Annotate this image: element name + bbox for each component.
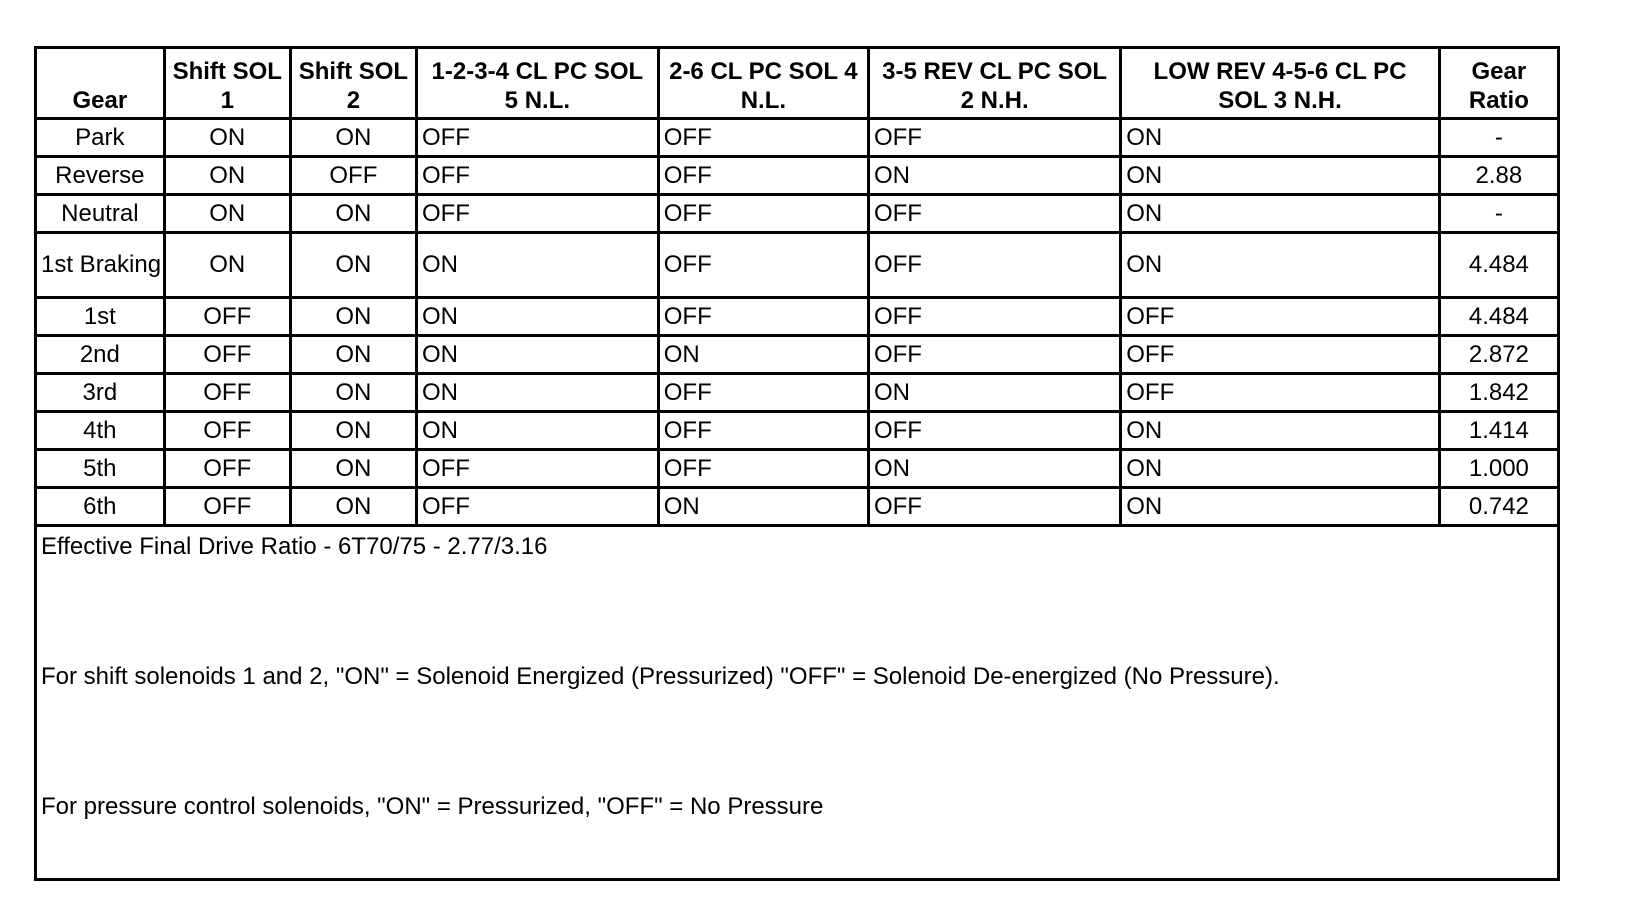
pc-sol-4-cell: OFF bbox=[658, 233, 868, 298]
shift-sol-1-cell: OFF bbox=[164, 336, 290, 374]
pc-sol-3-cell: OFF bbox=[1121, 374, 1440, 412]
pc-sol-3-cell: ON bbox=[1121, 412, 1440, 450]
shift-sol-1-cell: OFF bbox=[164, 450, 290, 488]
shift-sol-2-cell: ON bbox=[290, 119, 416, 157]
solenoid-chart bbox=[34, 46, 1560, 881]
pc-sol-3-cell: ON bbox=[1121, 488, 1440, 526]
pc-sol-5-cell: OFF bbox=[416, 119, 658, 157]
pc-sol-2-cell: OFF bbox=[868, 298, 1120, 336]
pc-sol-5-cell: ON bbox=[416, 374, 658, 412]
shift-solenoid-note: For shift solenoids 1 and 2, "ON" = Solenoid Energized (Pressurized) "OFF" = Solenoid De-energized (No Pressure). bbox=[41, 663, 1280, 690]
pc-sol-4-cell: OFF bbox=[658, 450, 868, 488]
pc-sol-4-cell: OFF bbox=[658, 119, 868, 157]
shift-sol-1-cell: ON bbox=[164, 195, 290, 233]
table-row bbox=[37, 298, 1557, 336]
gear-ratio-cell: 4.484 bbox=[1439, 298, 1557, 336]
shift-sol-2-cell: ON bbox=[290, 195, 416, 233]
shift-sol-2-cell: ON bbox=[290, 450, 416, 488]
table-row bbox=[37, 195, 1557, 233]
header-1234-cl-pc-sol-5: 1-2-3-4 CL PC SOL 5 N.L. bbox=[416, 49, 658, 119]
shift-sol-2-cell: ON bbox=[290, 488, 416, 526]
table-row bbox=[37, 157, 1557, 195]
gear-cell: 4th bbox=[37, 412, 164, 450]
gear-cell: 5th bbox=[37, 450, 164, 488]
header-gear: Gear bbox=[37, 49, 164, 119]
pc-sol-5-cell: OFF bbox=[416, 450, 658, 488]
table-body bbox=[37, 119, 1557, 526]
gear-ratio-cell: 4.484 bbox=[1439, 233, 1557, 298]
gear-ratio-cell: 2.872 bbox=[1439, 336, 1557, 374]
pc-sol-5-cell: OFF bbox=[416, 488, 658, 526]
pc-sol-5-cell: ON bbox=[416, 412, 658, 450]
shift-sol-1-cell: OFF bbox=[164, 488, 290, 526]
pc-sol-4-cell: OFF bbox=[658, 195, 868, 233]
shift-sol-1-cell: OFF bbox=[164, 374, 290, 412]
shift-sol-2-cell: ON bbox=[290, 298, 416, 336]
table-row bbox=[37, 119, 1557, 157]
gear-ratio-cell: - bbox=[1439, 119, 1557, 157]
pressure-control-note: For pressure control solenoids, "ON" = Pressurized, "OFF" = No Pressure bbox=[41, 793, 824, 820]
gear-ratio-cell: 0.742 bbox=[1439, 488, 1557, 526]
header-shift-sol-1: Shift SOL 1 bbox=[164, 49, 290, 119]
pc-sol-2-cell: ON bbox=[868, 450, 1120, 488]
final-drive-note: Effective Final Drive Ratio - 6T70/75 - 2.77/3.16 bbox=[41, 533, 548, 560]
pc-sol-4-cell: OFF bbox=[658, 157, 868, 195]
table-row bbox=[37, 336, 1557, 374]
gear-cell: 3rd bbox=[37, 374, 164, 412]
pc-sol-3-cell: OFF bbox=[1121, 298, 1440, 336]
pc-sol-5-cell: OFF bbox=[416, 157, 658, 195]
gear-cell: Neutral bbox=[37, 195, 164, 233]
pc-sol-3-cell: ON bbox=[1121, 157, 1440, 195]
table-row bbox=[37, 374, 1557, 412]
pc-sol-4-cell: OFF bbox=[658, 412, 868, 450]
gear-ratio-cell: 1.842 bbox=[1439, 374, 1557, 412]
pc-sol-2-cell: ON bbox=[868, 374, 1120, 412]
notes-section bbox=[37, 527, 1557, 831]
header-shift-sol-2: Shift SOL 2 bbox=[290, 49, 416, 119]
header-gear-ratio: Gear Ratio bbox=[1439, 49, 1557, 119]
shift-sol-1-cell: ON bbox=[164, 233, 290, 298]
pc-sol-3-cell: OFF bbox=[1121, 336, 1440, 374]
gear-cell: 1st bbox=[37, 298, 164, 336]
shift-sol-2-cell: OFF bbox=[290, 157, 416, 195]
pc-sol-2-cell: OFF bbox=[868, 119, 1120, 157]
pc-sol-5-cell: ON bbox=[416, 233, 658, 298]
gear-cell: 1st Braking bbox=[37, 233, 164, 298]
header-26-cl-pc-sol-4: 2-6 CL PC SOL 4 N.L. bbox=[658, 49, 868, 119]
pc-sol-2-cell: ON bbox=[868, 157, 1120, 195]
pc-sol-4-cell: OFF bbox=[658, 298, 868, 336]
header-low-rev-456-cl-pc-sol-3: LOW REV 4-5-6 CL PC SOL 3 N.H. bbox=[1121, 49, 1440, 119]
gear-cell: 6th bbox=[37, 488, 164, 526]
table-row bbox=[37, 450, 1557, 488]
header-row bbox=[37, 49, 1557, 119]
gear-ratio-cell: 2.88 bbox=[1439, 157, 1557, 195]
gear-ratio-cell: - bbox=[1439, 195, 1557, 233]
table-row bbox=[37, 412, 1557, 450]
pc-sol-2-cell: OFF bbox=[868, 412, 1120, 450]
pc-sol-5-cell: ON bbox=[416, 298, 658, 336]
pc-sol-2-cell: OFF bbox=[868, 336, 1120, 374]
pc-sol-3-cell: ON bbox=[1121, 119, 1440, 157]
shift-sol-2-cell: ON bbox=[290, 412, 416, 450]
pc-sol-3-cell: ON bbox=[1121, 450, 1440, 488]
pc-sol-5-cell: ON bbox=[416, 336, 658, 374]
shift-sol-1-cell: ON bbox=[164, 157, 290, 195]
gear-ratio-cell: 1.414 bbox=[1439, 412, 1557, 450]
shift-sol-1-cell: ON bbox=[164, 119, 290, 157]
pc-sol-2-cell: OFF bbox=[868, 233, 1120, 298]
pc-sol-3-cell: ON bbox=[1121, 233, 1440, 298]
shift-sol-1-cell: OFF bbox=[164, 412, 290, 450]
gear-ratio-cell: 1.000 bbox=[1439, 450, 1557, 488]
pc-sol-4-cell: OFF bbox=[658, 374, 868, 412]
gear-cell: Park bbox=[37, 119, 164, 157]
table-row bbox=[37, 233, 1557, 298]
pc-sol-2-cell: OFF bbox=[868, 195, 1120, 233]
gear-cell: 2nd bbox=[37, 336, 164, 374]
pc-sol-4-cell: ON bbox=[658, 336, 868, 374]
pc-sol-3-cell: ON bbox=[1121, 195, 1440, 233]
table-header bbox=[37, 49, 1557, 119]
solenoid-application-table bbox=[37, 49, 1557, 527]
pc-sol-5-cell: OFF bbox=[416, 195, 658, 233]
shift-sol-2-cell: ON bbox=[290, 336, 416, 374]
pc-sol-4-cell: ON bbox=[658, 488, 868, 526]
header-35-rev-cl-pc-sol-2: 3-5 REV CL PC SOL 2 N.H. bbox=[868, 49, 1120, 119]
shift-sol-2-cell: ON bbox=[290, 233, 416, 298]
pc-sol-2-cell: OFF bbox=[868, 488, 1120, 526]
shift-sol-1-cell: OFF bbox=[164, 298, 290, 336]
table-row bbox=[37, 488, 1557, 526]
shift-sol-2-cell: ON bbox=[290, 374, 416, 412]
gear-cell: Reverse bbox=[37, 157, 164, 195]
